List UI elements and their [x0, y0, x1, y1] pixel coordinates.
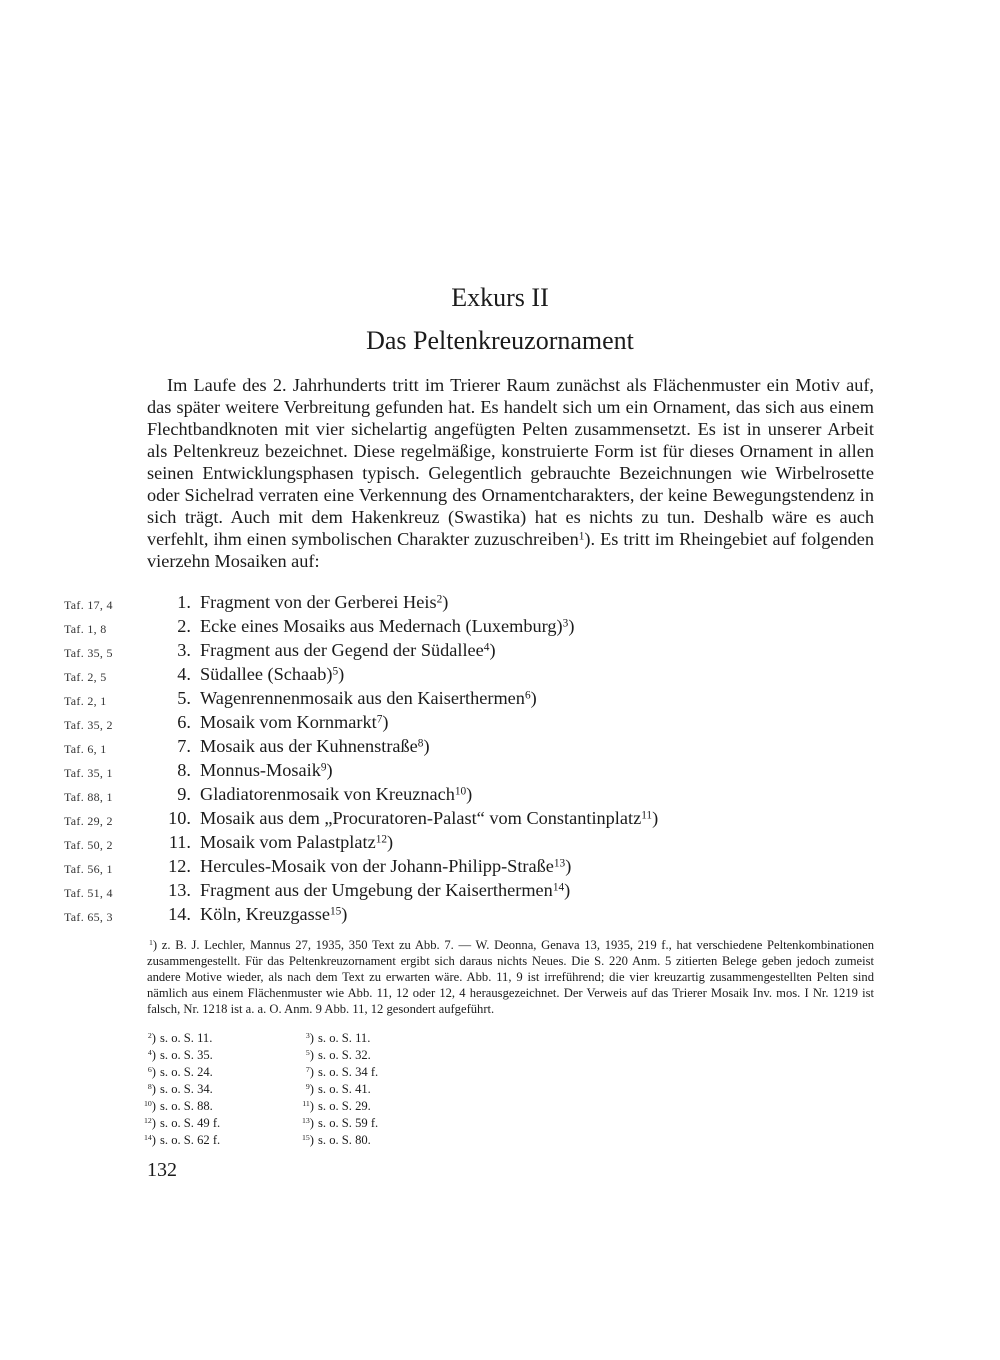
- list-entry: [200, 856, 571, 877]
- footnote-row: [0, 1099, 1000, 1116]
- entry-close: ): [565, 856, 572, 876]
- entry-close: ): [568, 616, 575, 636]
- list-item: [0, 808, 1000, 832]
- list-entry: [200, 592, 448, 613]
- entry-close: ): [326, 760, 333, 780]
- entry-text: Südallee (Schaab): [200, 664, 333, 684]
- footnote-marker: $^{14}$): [144, 1133, 156, 1147]
- footnote-text: s. o. S. 59 f.: [318, 1116, 379, 1130]
- footnote-number: 1: [149, 938, 153, 948]
- footnote-number: 5: [305, 1048, 310, 1058]
- list-entry: [200, 880, 570, 901]
- entry-close: ): [341, 904, 348, 924]
- plate-reference[interactable]: Taf. 35, 1: [64, 766, 113, 780]
- footnote-ref[interactable]: 13: [553, 857, 566, 870]
- footnote-entry: [286, 1065, 378, 1080]
- footnote-ref[interactable]: 8: [417, 737, 424, 750]
- chapter-title: Exkurs II: [451, 283, 549, 312]
- plate-reference[interactable]: Taf. 35, 2: [64, 718, 113, 732]
- mosaic-list: [0, 592, 1000, 928]
- footnote-entry: [286, 1133, 371, 1148]
- entry-close: ): [530, 688, 537, 708]
- footnote-number: 4: [147, 1048, 152, 1058]
- list-number: 4.: [177, 664, 191, 684]
- footnote-ref[interactable]: 10: [454, 785, 467, 798]
- footnote-entry: [286, 1048, 371, 1063]
- footnote-marker: $^6$): [147, 1065, 156, 1079]
- plate-reference[interactable]: Taf. 29, 2: [64, 814, 113, 828]
- intro-text: Im Laufe des 2. Jahrhunderts tritt im Trierer Raum zunächst als Flächenmuster ein Motiv auf, das später weitere Verbreitung gefunden hat. Es handelt sich um ein Ornament, das sich aus einem Flechtbandknoten mit vier sichelartig angefügten Pelten zusammensetzt. Es ist in unserer Arbeit als Peltenkreuz bezeichnet. Diese regelmäßige, konstruierte Form ist für dieses Ornament in allen seinen Entwicklungsphasen typisch. Gelegentlich gebrauchte Bezeichnungen wie Wirbelrosette oder Sichelrad verraten eine Verkennung des Ornamentcharakters, der keine Bewegungstendenz in sich trägt. Auch mit dem Hakenkreuz (Swastika) hat es nichts zu tun. Deshalb wäre es auch verfehlt, ihm einen symbolischen Charakter zuzuschreiben: [147, 375, 874, 549]
- list-item: [0, 904, 1000, 928]
- plate-reference[interactable]: Taf. 1, 8: [64, 622, 107, 636]
- entry-text: Mosaik aus dem „Procuratoren-Palast“ vom Constantinplatz: [200, 808, 642, 828]
- list-item: [0, 832, 1000, 856]
- footnote-row: [0, 1116, 1000, 1133]
- footnote-ref[interactable]: 7: [376, 713, 383, 726]
- chapter-subtitle: Das Peltenkreuzornament: [366, 326, 634, 355]
- footnote-marker: $^7$): [305, 1065, 314, 1079]
- list-item: [0, 592, 1000, 616]
- entry-text: Köln, Kreuzgasse: [200, 904, 330, 924]
- footnote-entry: [128, 1116, 220, 1131]
- entry-text: Fragment aus der Umgebung der Kaiserthermen: [200, 880, 553, 900]
- footnote-text: s. o. S. 11.: [160, 1031, 213, 1045]
- list-number: 6.: [177, 712, 191, 732]
- list-item: [0, 712, 1000, 736]
- footnote-ref[interactable]: 11: [641, 809, 653, 822]
- footnote-entry: [286, 1099, 371, 1114]
- entry-text: Wagenrennenmosaik aus den Kaiserthermen: [200, 688, 525, 708]
- footnote-entry: [286, 1116, 378, 1131]
- footnote-number: 8: [147, 1082, 152, 1092]
- footnote-marker: $^9$): [305, 1082, 314, 1096]
- list-item: [0, 856, 1000, 880]
- footnote-number: 12: [144, 1116, 152, 1126]
- footnote-entry: [128, 1065, 213, 1080]
- footnote-marker: $^8$): [147, 1082, 156, 1096]
- list-number: 5.: [177, 688, 191, 708]
- intro-text-end: ). Es tritt im Rheingebiet auf folgenden vierzehn Mosaiken auf:: [147, 529, 874, 571]
- list-entry: [200, 760, 333, 781]
- entry-close: ): [442, 592, 449, 612]
- footnote-text: s. o. S. 49 f.: [160, 1116, 221, 1130]
- footnote-ref[interactable]: 2: [436, 593, 443, 606]
- footnote-number: 13: [302, 1116, 310, 1126]
- footnote-marker: $^{12}$): [144, 1116, 156, 1130]
- plate-reference[interactable]: Taf. 65, 3: [64, 910, 113, 924]
- footnote-row: [0, 1031, 1000, 1048]
- entry-text: Ecke eines Mosaiks aus Medernach (Luxemburg): [200, 616, 563, 636]
- footnote-text: s. o. S. 80.: [318, 1133, 371, 1147]
- list-item: [0, 784, 1000, 808]
- list-entry: [200, 664, 344, 685]
- list-number: 12.: [168, 856, 191, 876]
- list-item: [0, 616, 1000, 640]
- plate-reference[interactable]: Taf. 35, 5: [64, 646, 113, 660]
- footnote-ref[interactable]: 1: [578, 530, 585, 543]
- footnote-number: 3: [305, 1031, 310, 1041]
- footnote-text: s. o. S. 29.: [318, 1099, 371, 1113]
- entry-text: Mosaik aus der Kuhnenstraße: [200, 736, 418, 756]
- entry-close: ): [423, 736, 430, 756]
- plate-reference[interactable]: Taf. 17, 4: [64, 598, 113, 612]
- footnote-text: s. o. S. 41.: [318, 1082, 371, 1096]
- entry-close: ): [387, 832, 394, 852]
- footnote-ref[interactable]: 4: [483, 641, 490, 654]
- footnote-row: [0, 1082, 1000, 1099]
- footnote-marker: $^{10}$): [144, 1099, 156, 1113]
- entry-text: Fragment von der Gerberei Heis: [200, 592, 437, 612]
- footnote-number: 9: [305, 1082, 310, 1092]
- list-entry: [200, 736, 430, 757]
- footnote-ref[interactable]: 9: [320, 761, 327, 774]
- entry-text: Fragment aus der Gegend der Südallee: [200, 640, 484, 660]
- page-number: 132: [147, 1159, 177, 1181]
- footnote-marker: $^2$): [147, 1031, 156, 1045]
- footnote-text: s. o. S. 62 f.: [160, 1133, 221, 1147]
- footnote-entry: [128, 1133, 220, 1148]
- footnote-entry: [286, 1031, 370, 1046]
- footnote-number: 15: [302, 1133, 310, 1143]
- list-number: 8.: [177, 760, 191, 780]
- footnote-entry: [128, 1048, 213, 1063]
- footnote-ref[interactable]: 5: [332, 665, 339, 678]
- list-item: [0, 760, 1000, 784]
- footnote-text: s. o. S. 32.: [318, 1048, 371, 1062]
- footnote-text: s. o. S. 88.: [160, 1099, 213, 1113]
- entry-text: Gladiatorenmosaik von Kreuznach: [200, 784, 455, 804]
- list-number: 1.: [177, 592, 191, 612]
- plate-reference[interactable]: Taf. 2, 1: [64, 694, 107, 708]
- footnote-text: s. o. S. 35.: [160, 1048, 213, 1062]
- entry-text: Monnus-Mosaik: [200, 760, 321, 780]
- entry-text: Mosaik vom Palastplatz: [200, 832, 376, 852]
- list-number: 11.: [168, 832, 191, 852]
- list-number: 14.: [168, 904, 191, 924]
- list-entry: [200, 832, 393, 853]
- footnote-entry: [128, 1031, 212, 1046]
- entry-close: ): [338, 664, 345, 684]
- list-number: 7.: [177, 736, 191, 756]
- footnote-entry: [286, 1082, 371, 1097]
- footnote-number: 14: [144, 1133, 152, 1143]
- list-entry: [200, 904, 347, 925]
- footnote-row: [0, 1048, 1000, 1065]
- entry-close: ): [652, 808, 659, 828]
- list-item: [0, 880, 1000, 904]
- footnote-number: 7: [305, 1065, 310, 1075]
- plate-reference[interactable]: Taf. 6, 1: [64, 742, 107, 756]
- list-item: [0, 688, 1000, 712]
- list-entry: [200, 784, 472, 805]
- footnote-marker: $^3$): [305, 1031, 314, 1045]
- list-entry: [200, 712, 388, 733]
- footnote-number: 6: [147, 1065, 152, 1075]
- list-entry: [200, 616, 574, 637]
- short-footnotes: [0, 1031, 1000, 1150]
- list-entry: [200, 808, 658, 829]
- list-number: 13.: [168, 880, 191, 900]
- footnote-number: 11: [302, 1099, 310, 1109]
- footnote-text: s. o. S. 24.: [160, 1065, 213, 1079]
- footnote-text: s. o. S. 34 f.: [318, 1065, 379, 1079]
- footnote-marker: $^4$): [147, 1048, 156, 1062]
- plate-reference[interactable]: Taf. 51, 4: [64, 886, 113, 900]
- entry-text: Hercules-Mosaik von der Johann-Philipp-Straße: [200, 856, 554, 876]
- footnote-number: 2: [147, 1031, 152, 1041]
- footnote-number: 10: [144, 1099, 152, 1109]
- footnote-entry: [128, 1082, 213, 1097]
- list-item: [0, 664, 1000, 688]
- entry-close: ): [489, 640, 496, 660]
- footnote-text: s. o. S. 11.: [318, 1031, 371, 1045]
- plate-reference[interactable]: Taf. 88, 1: [64, 790, 113, 804]
- list-number: 3.: [177, 640, 191, 660]
- entry-text: Mosaik vom Kornmarkt: [200, 712, 377, 732]
- entry-close: ): [466, 784, 473, 804]
- plate-reference[interactable]: Taf. 2, 5: [64, 670, 107, 684]
- footnote-marker: $^{11}$): [302, 1099, 314, 1113]
- list-number: 10.: [168, 808, 191, 828]
- footnote-marker: $^{15}$): [302, 1133, 314, 1147]
- footnote-marker: $^5$): [305, 1048, 314, 1062]
- plate-reference[interactable]: Taf. 56, 1: [64, 862, 113, 876]
- footnote-entry: [128, 1099, 213, 1114]
- entry-close: ): [564, 880, 571, 900]
- footnote-text: s. o. S. 34.: [160, 1082, 213, 1096]
- footnote-marker: $^{13}$): [302, 1116, 314, 1130]
- footnote-ref[interactable]: 14: [552, 881, 565, 894]
- intro-paragraph: [147, 374, 874, 572]
- list-number: 9.: [177, 784, 191, 804]
- list-entry: [200, 688, 537, 709]
- footnote-ref[interactable]: 15: [329, 905, 342, 918]
- list-item: [0, 640, 1000, 664]
- list-entry: [200, 640, 496, 661]
- footnote-text: z. B. J. Lechler, Mannus 27, 1935, 350 Text zu Abb. 7. — W. Deonna, Genava 13, 1935, 219 f., hat verschiedene Peltenkombinationen zusammengestellt. Für das Peltenkreuzornament ergibt sich daraus nichts Neues. Die S. 220 Anm. 5 zitierten Belege geben jedoch zumeist andere Motive wieder, als nach dem Text zu erwarten wäre. Abb. 11, 9 ist irreführend; die vier kreuzartig zusammengestellten Pelten sind nämlich aus einem Flächenmuster wie Abb. 11, 12 oder 12, 4 herausgezeichnet. Der Verweis auf das Trierer Mosaik Inv. mos. I Nr. 1219 ist falsch, Nr. 1218 ist a. a. O. Anm. 9 Abb. 11, 12 gesondert aufgeführt.: [147, 938, 875, 1016]
- footnote-row: [0, 1065, 1000, 1082]
- footnote-row: [0, 1133, 1000, 1150]
- list-number: 2.: [177, 616, 191, 636]
- footnote-ref[interactable]: 12: [375, 833, 388, 846]
- entry-close: ): [382, 712, 389, 732]
- footnote-ref[interactable]: 3: [562, 617, 569, 630]
- list-item: [0, 736, 1000, 760]
- footnote-ref[interactable]: 6: [524, 689, 531, 702]
- footnote-1: $^1$) z. B. J. Lechler, Mannus 27, 1935, 350 Text zu Abb. 7. — W. Deonna, Genava 13, 1935, 219 f., hat verschiedene Peltenkombinationen zusammengestellt. Für das Peltenkreuzornament ergibt sich daraus nichts Neues. Die S. 220 Anm. 5 zitierten Belege geben jedoch zumeist andere Motive wieder, als nach dem Text zu erwarten wäre. Abb. 11, 9 ist irreführend; die vier kreuzartig zusammengestellten Pelten sind nämlich aus einem Flächenmuster wie Abb. 11, 12 oder 12, 4 herausgezeichnet. Der Verweis auf das Trierer Mosaik Inv. mos. I Nr. 1219 ist falsch, Nr. 1218 ist a. a. O. Anm. 9 Abb. 11, 12 gesondert aufgeführt.: [147, 938, 875, 1016]
- plate-reference[interactable]: Taf. 50, 2: [64, 838, 113, 852]
